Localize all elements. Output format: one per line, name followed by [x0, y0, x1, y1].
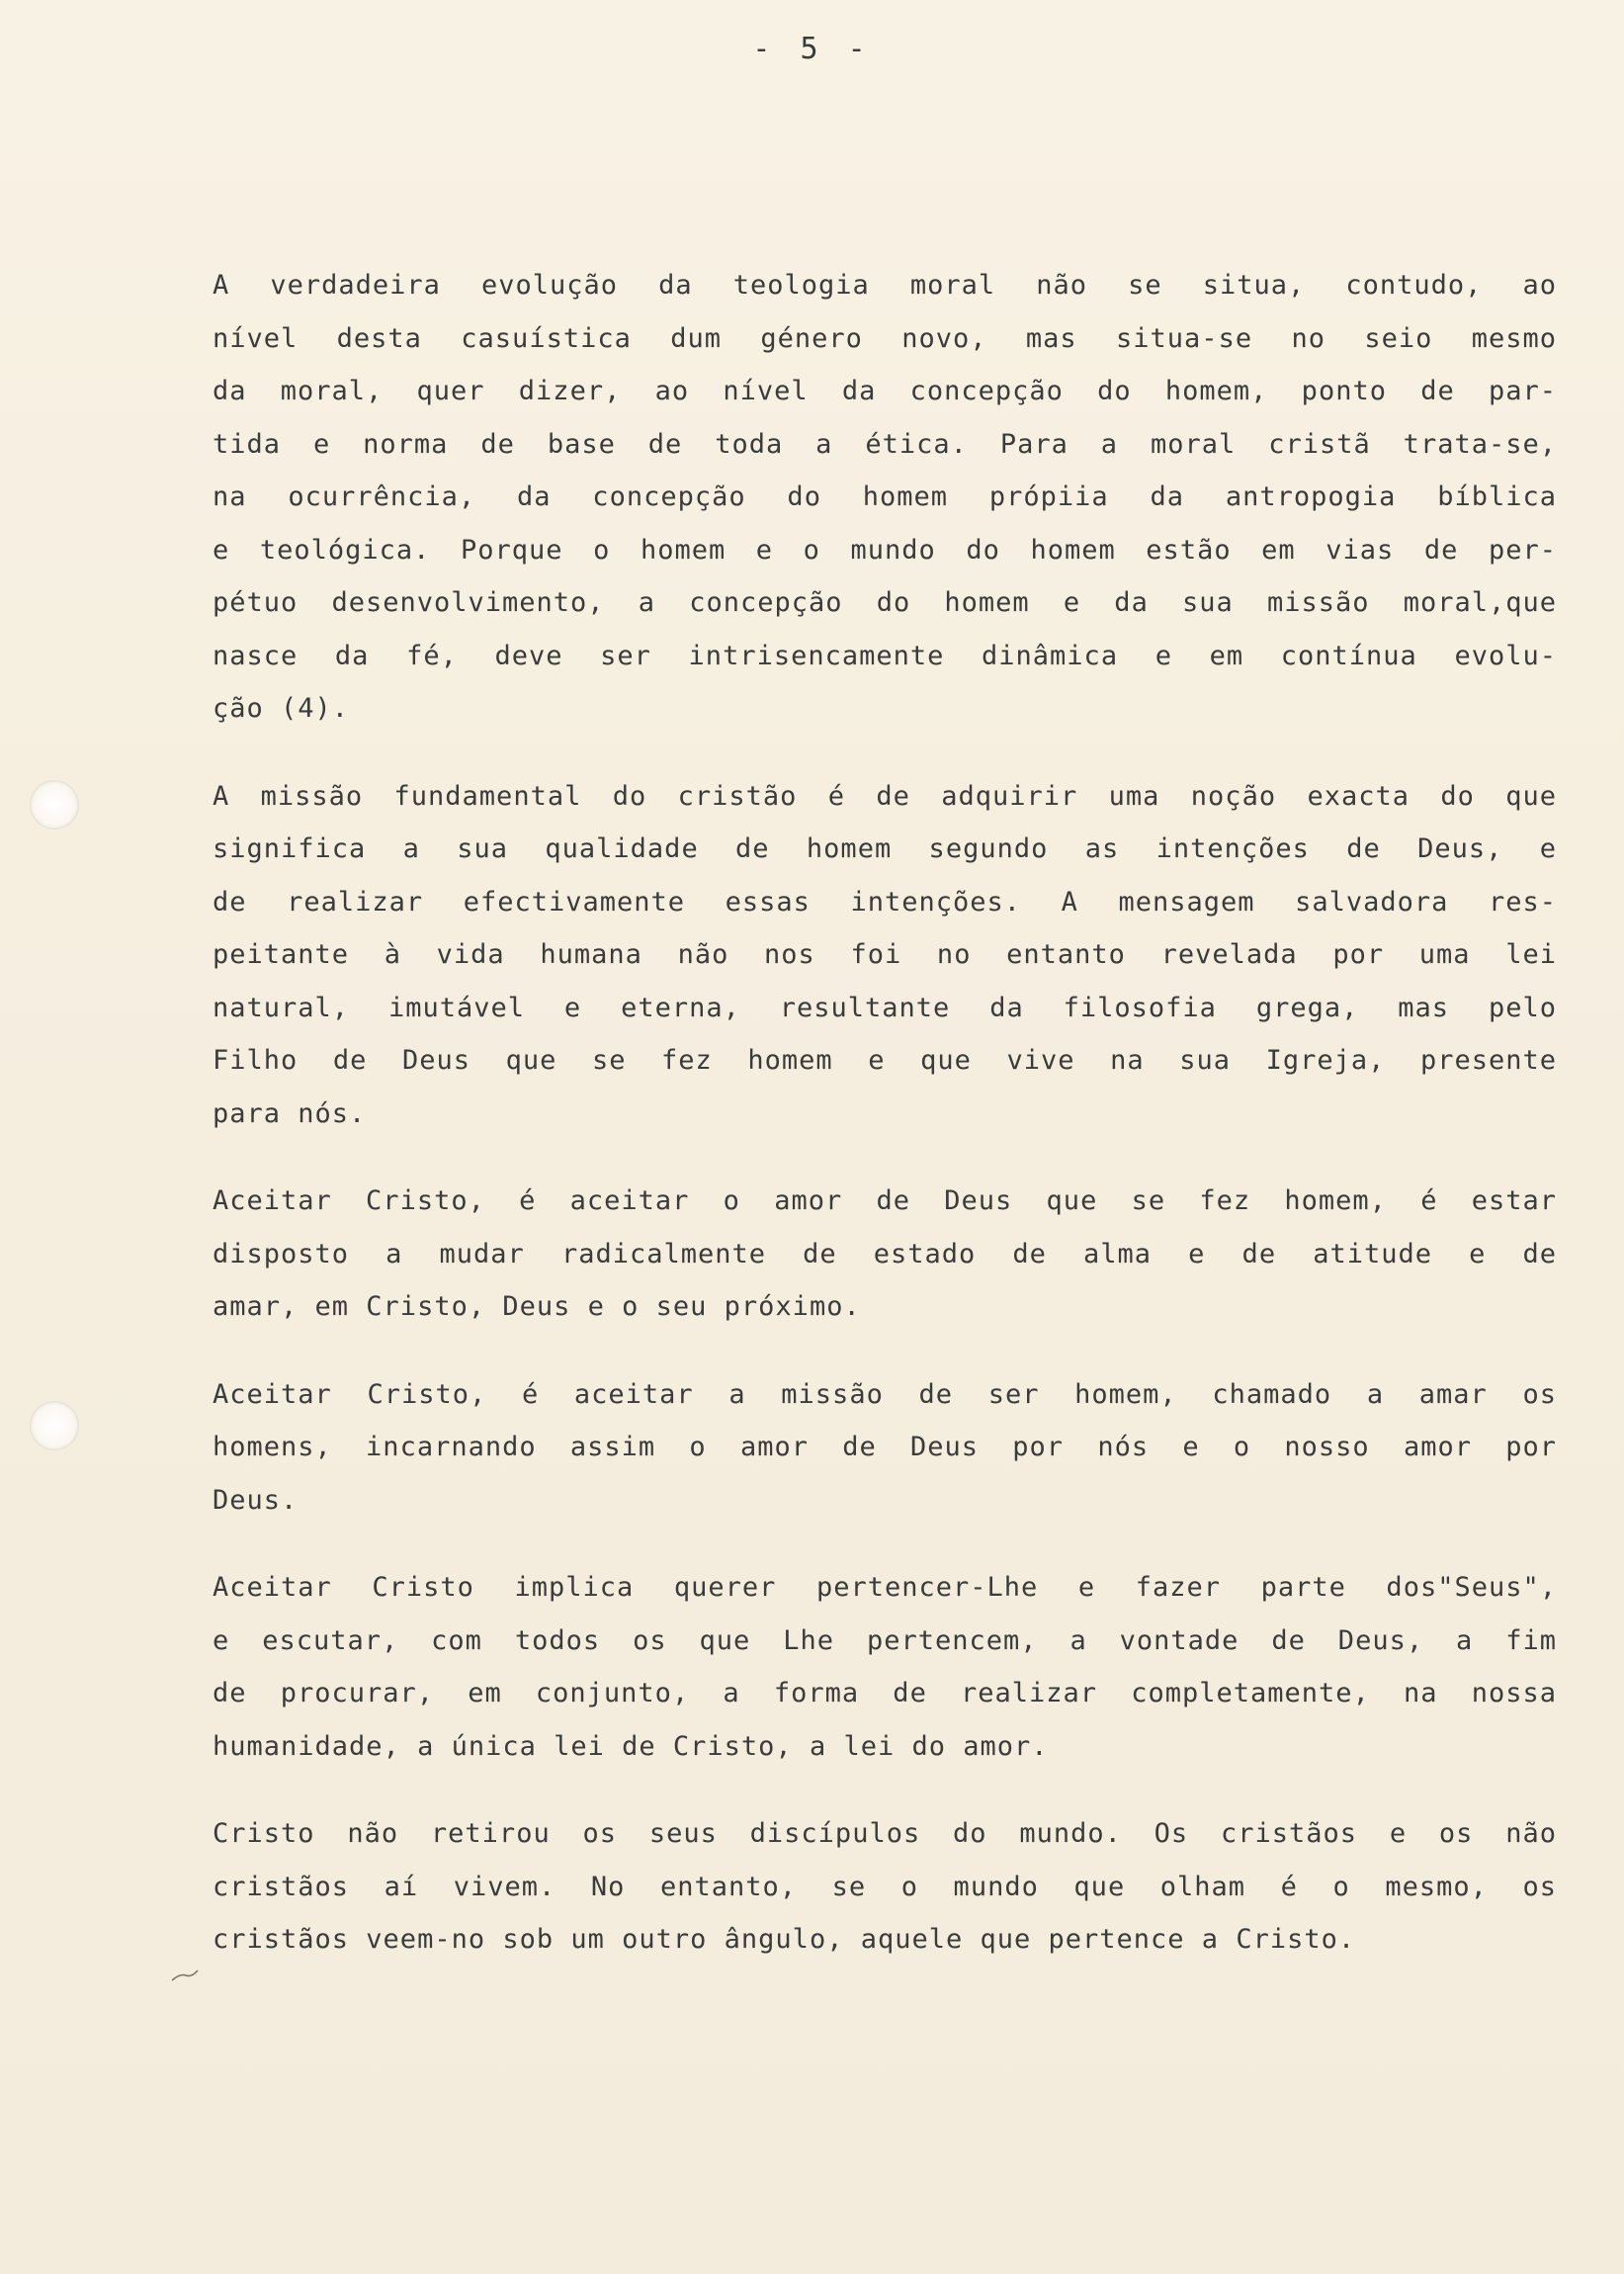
paragraph: [213, 1175, 1557, 1334]
text-line: significa a sua qualidade de homem segundo as intenções de Deus, e: [213, 833, 1557, 864]
text-line: disposto a mudar radicalmente de estado de alma e de atitude e de: [213, 1238, 1557, 1269]
text-line: e escutar, com todos os que Lhe pertencem, a vontade de Deus, a fim: [213, 1624, 1557, 1656]
punch-hole: [30, 1401, 79, 1450]
paragraph: [213, 1368, 1557, 1528]
text-line: ção (4).: [213, 693, 350, 724]
body-text: [213, 259, 1557, 2001]
text-line: A missão fundamental do cristão é de adquirir uma noção exacta do que: [213, 780, 1557, 812]
text-line: para nós.: [213, 1097, 367, 1129]
text-line: Aceitar Cristo implica querer pertencer-Lhe e fazer parte dos"Seus",: [213, 1572, 1557, 1603]
text-line: da moral, quer dizer, ao nível da concepção do homem, ponto de par-: [213, 376, 1557, 406]
text-line: homens, incarnando assim o amor de Deus por nós e o nosso amor por: [213, 1432, 1557, 1462]
text-line: A verdadeira evolução da teologia moral não se situa, contudo, ao: [213, 270, 1557, 301]
text-line: cristãos aí vivem. No entanto, se o mundo que olham é o mesmo, os: [213, 1871, 1557, 1902]
text-line: nasce da fé, deve ser intrisencamente dinâmica e em contínua evolu-: [213, 640, 1557, 671]
text-line: Deus.: [213, 1484, 299, 1516]
punch-hole: [30, 780, 79, 830]
text-line: Aceitar Cristo, é aceitar a missão de ser homem, chamado a amar os: [213, 1378, 1557, 1410]
text-line: de realizar efectivamente essas intenções. A mensagem salvadora res-: [213, 886, 1557, 918]
text-line: amar, em Cristo, Deus e o seu próximo.: [213, 1291, 861, 1322]
paragraph: [213, 1807, 1557, 1967]
text-line: Aceitar Cristo, é aceitar o amor de Deus que se fez homem, é estar: [213, 1185, 1557, 1216]
text-line: na ocurrência, da concepção do homem própiia da antropogia bíblica: [213, 481, 1557, 512]
text-line: nível desta casuística dum género novo, mas situa-se no seio mesmo: [213, 322, 1557, 354]
text-line: natural, imutável e eterna, resultante da filosofia grega, mas pelo: [213, 992, 1557, 1023]
paragraph: [213, 770, 1557, 1141]
text-line: Filho de Deus que se fez homem e que vive na sua Igreja, presente: [213, 1045, 1557, 1076]
text-line: peitante à vida humana não nos foi no entanto revelada por uma lei: [213, 939, 1557, 970]
paragraph: [213, 1561, 1557, 1773]
pen-mark-icon: [170, 1968, 200, 1983]
paragraph: [213, 259, 1557, 736]
text-line: de procurar, em conjunto, a forma de realizar completamente, na nossa: [213, 1678, 1557, 1708]
text-line: Cristo não retirou os seus discípulos do mundo. Os cristãos e os não: [213, 1818, 1557, 1849]
text-line: humanidade, a única lei de Cristo, a lei do amor.: [213, 1730, 1049, 1762]
text-line: cristãos veem-no sob um outro ângulo, aquele que pertence a Cristo.: [213, 1924, 1356, 1955]
text-line: tida e norma de base de toda a ética. Para a moral cristã trata-se,: [213, 428, 1557, 460]
page-number: - 5 -: [752, 32, 872, 66]
text-line: e teológica. Porque o homem e o mundo do homem estão em vias de per-: [213, 534, 1557, 566]
text-line: pétuo desenvolvimento, a concepção do homem e da sua missão moral,que: [213, 587, 1557, 618]
